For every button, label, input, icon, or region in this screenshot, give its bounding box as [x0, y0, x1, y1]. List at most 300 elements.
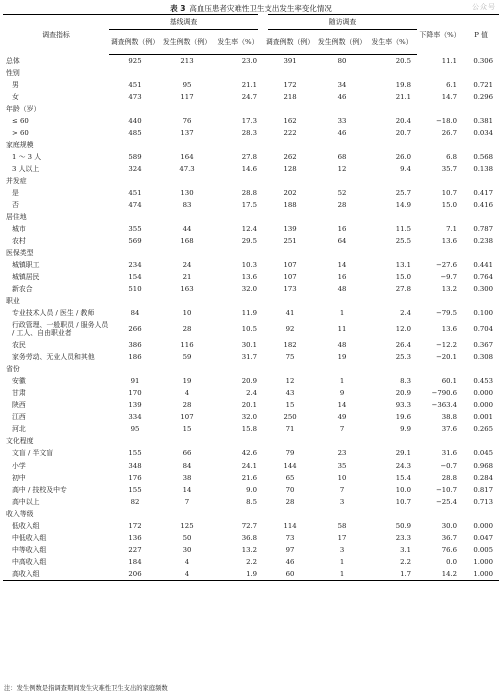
- table-cell: 0.713: [473, 497, 494, 506]
- table-cell: 7: [339, 485, 345, 494]
- table-row: [3, 199, 499, 211]
- table-cell: 0.968: [473, 461, 494, 470]
- table-cell: 31.7: [241, 353, 258, 362]
- category-row: [3, 435, 499, 447]
- row-label: 农民: [12, 341, 26, 350]
- table-cell: 0.721: [473, 81, 494, 90]
- category-label: 职业: [6, 297, 20, 306]
- table-cell: 14: [337, 401, 347, 410]
- table-cell: 168: [180, 237, 194, 246]
- table-cell: 46: [337, 93, 347, 102]
- table-row: [3, 187, 499, 199]
- table-cell: 11.5: [395, 225, 412, 234]
- table-cell: 12.0: [395, 325, 412, 334]
- table-cell: 251: [283, 237, 297, 246]
- table-cell: 925: [128, 57, 142, 65]
- table-cell: 510: [128, 285, 142, 294]
- table-cell: 485: [128, 129, 142, 138]
- table-cell: 50.9: [395, 521, 412, 530]
- table-cell: 0.367: [473, 341, 494, 350]
- category-row: [3, 363, 499, 375]
- table-cell: 0.787: [473, 225, 494, 234]
- row-label: ≤ 60: [12, 117, 29, 126]
- table-cell: 14: [337, 261, 347, 270]
- table-cell: 29.1: [395, 449, 412, 458]
- table-cell: 0.453: [473, 377, 494, 386]
- row-label: 家务劳动、无业人员和其他: [12, 353, 95, 362]
- table-cell: −79.5: [435, 309, 458, 318]
- table-cell: 26.0: [395, 153, 412, 162]
- table-cell: 38.8: [441, 413, 458, 422]
- table-cell: 107: [283, 261, 297, 270]
- table-cell: 1: [339, 569, 345, 578]
- table-cell: 10.7: [441, 189, 458, 198]
- category-label: 性别: [6, 69, 20, 78]
- table-cell: 1.000: [473, 557, 494, 566]
- table-cell: 137: [180, 129, 194, 138]
- table-cell: 11.9: [241, 309, 258, 318]
- table-cell: 0.568: [473, 153, 494, 162]
- table-cell: 20.5: [395, 57, 412, 65]
- row-label: 陕西: [12, 401, 26, 410]
- row-label: 专业技术人员 / 医生 / 教师: [12, 309, 95, 318]
- table-title: 高血压患者灾难性卫生支出发生率变化情况: [189, 4, 332, 13]
- table-cell: 163: [180, 285, 194, 294]
- table-row: [3, 307, 499, 319]
- table-cell: 28.8: [441, 473, 458, 482]
- table-cell: 48: [337, 285, 347, 294]
- table-cell: 266: [128, 325, 142, 334]
- table-cell: 355: [128, 225, 142, 234]
- category-filler: [109, 67, 499, 79]
- table-cell: 15.0: [395, 273, 412, 282]
- table-row: [3, 496, 499, 508]
- table-cell: 182: [283, 341, 297, 350]
- table-cell: 386: [128, 341, 142, 350]
- table-cell: 0.381: [473, 117, 494, 126]
- category-filler: [109, 103, 499, 115]
- table-cell: 164: [180, 153, 194, 162]
- table-cell: 95: [182, 81, 192, 90]
- table-cell: 36.7: [441, 533, 458, 542]
- table-cell: 70: [285, 485, 295, 494]
- table-cell: 46: [285, 557, 295, 566]
- row-label: 1 ～ 3 人: [12, 153, 42, 162]
- row-label: 总体: [6, 56, 20, 65]
- table-cell: 92: [285, 325, 295, 334]
- table-cell: 12.4: [241, 225, 258, 234]
- table-cell: 24: [182, 261, 192, 270]
- table-cell: −25.4: [435, 497, 458, 506]
- category-filler: [109, 508, 499, 520]
- table-cell: 10: [182, 309, 192, 318]
- table-cell: 107: [180, 413, 194, 422]
- table-cell: 7: [339, 425, 345, 434]
- category-row: [3, 295, 499, 307]
- table-cell: 32.0: [241, 413, 258, 422]
- table-cell: 28: [337, 201, 347, 210]
- category-row: [3, 139, 499, 151]
- table-cell: 130: [180, 189, 194, 198]
- table-cell: 23: [337, 449, 347, 458]
- table-cell: 12: [285, 377, 295, 386]
- table-cell: 440: [128, 117, 142, 126]
- table-cell: 20.1: [241, 401, 258, 410]
- table-cell: 206: [128, 569, 142, 578]
- table-cell: 27.8: [241, 153, 258, 162]
- category-label: 医保类型: [6, 249, 34, 258]
- table-cell: 76.6: [441, 545, 458, 554]
- table-row: [3, 271, 499, 283]
- table-cell: 7: [184, 497, 190, 506]
- table-cell: 23.3: [395, 533, 412, 542]
- table-cell: 10: [337, 473, 347, 482]
- table-cell: 20.4: [395, 117, 412, 126]
- table-cell: 2.2: [246, 557, 258, 566]
- table-cell: 95: [130, 425, 140, 434]
- category-label: 并发症: [6, 177, 27, 186]
- table-cell: 474: [128, 201, 142, 210]
- category-filler: [109, 211, 499, 223]
- table-row: [3, 151, 499, 163]
- table-cell: 9.4: [400, 165, 412, 174]
- table-cell: 97: [285, 545, 295, 554]
- table-cell: 20.7: [395, 129, 412, 138]
- table-cell: 28: [285, 497, 295, 506]
- table-cell: 107: [283, 273, 297, 282]
- table-cell: 139: [283, 225, 297, 234]
- category-filler: [109, 435, 499, 447]
- table-cell: 44: [182, 225, 192, 234]
- table-cell: 60: [285, 569, 295, 578]
- table-row: [3, 351, 499, 363]
- table-cell: 59: [182, 353, 192, 362]
- table-cell: 17: [337, 533, 347, 542]
- table-cell: 348: [128, 461, 142, 470]
- table-cell: 28: [182, 325, 192, 334]
- row-label: 低收入组: [12, 521, 40, 530]
- header-baseline-rate: 发生率（%）: [213, 30, 263, 55]
- table-row: [3, 127, 499, 139]
- table-row: [3, 544, 499, 556]
- table-cell: 1: [339, 557, 345, 566]
- table-row: [3, 259, 499, 271]
- category-row: [3, 247, 499, 259]
- table-row: [3, 375, 499, 387]
- table-cell: 14.7: [441, 93, 458, 102]
- table-cell: 1.7: [400, 569, 412, 578]
- table-cell: 155: [128, 449, 142, 458]
- table-cell: 125: [180, 521, 194, 530]
- table-row: [3, 79, 499, 91]
- table-cell: 213: [180, 57, 194, 65]
- table-cell: 11.1: [441, 56, 458, 65]
- table-cell: 25.3: [395, 353, 412, 362]
- table-number: 表 3: [170, 4, 186, 13]
- table-cell: 139: [128, 401, 142, 410]
- table-cell: 84: [182, 461, 192, 470]
- table-cell: 0.047: [473, 533, 494, 542]
- row-label: 中低收入组: [12, 533, 47, 542]
- row-label: 中高收入组: [12, 557, 47, 566]
- table-cell: 46: [337, 129, 347, 138]
- table-cell: 13.2: [241, 545, 258, 554]
- table-cell: 0.296: [473, 93, 494, 102]
- row-label: 高中 / 技校及中专: [12, 485, 67, 494]
- table-cell: 72.7: [241, 521, 258, 530]
- table-cell: 84: [130, 309, 140, 318]
- table-cell: 4: [184, 389, 190, 398]
- row-label: 女: [12, 93, 19, 102]
- table-cell: 222: [283, 129, 297, 138]
- category-label: 年龄（岁）: [6, 105, 41, 114]
- table-cell: 9: [339, 389, 345, 398]
- table-row: [3, 283, 499, 295]
- table-cell: 10.7: [395, 497, 412, 506]
- table-cell: 0.045: [473, 449, 494, 458]
- table-cell: 20.9: [395, 389, 412, 398]
- category-filler: [109, 247, 499, 259]
- table-row: [3, 399, 499, 411]
- table-cell: 154: [128, 273, 142, 282]
- table-cell: 24.1: [241, 461, 258, 470]
- table-cell: 47.3: [179, 165, 195, 174]
- table-cell: 41: [285, 309, 295, 318]
- table-row: [3, 520, 499, 532]
- table-cell: 0.300: [473, 285, 494, 294]
- table-cell: 73: [285, 533, 295, 542]
- table-cell: 19.6: [395, 413, 412, 422]
- table-caption: [0, 3, 502, 14]
- table-row: [3, 223, 499, 235]
- table-cell: 13.6: [441, 325, 458, 334]
- category-row: [3, 67, 499, 79]
- table-cell: 2.2: [400, 557, 412, 566]
- table-cell: 4: [184, 569, 190, 578]
- row-label: 中等收入组: [12, 545, 47, 554]
- table-cell: 26.7: [441, 129, 458, 138]
- table-row: [3, 115, 499, 127]
- table-cell: 17.5: [241, 201, 258, 210]
- header-indicator: 调查指标: [42, 30, 70, 39]
- row-label: 文盲 / 半文盲: [12, 449, 54, 458]
- table-cell: 26.4: [395, 341, 412, 350]
- category-row: [3, 211, 499, 223]
- table-cell: −18.0: [435, 117, 458, 126]
- table-cell: 173: [283, 285, 297, 294]
- table-cell: 1.000: [473, 569, 494, 578]
- table-cell: 250: [283, 413, 297, 422]
- table-cell: 186: [128, 353, 142, 362]
- table-cell: 49: [337, 413, 347, 422]
- table-cell: 80: [337, 57, 347, 65]
- table-cell: 0.416: [473, 201, 494, 210]
- table-cell: 27.8: [395, 285, 412, 294]
- table-cell: 0.000: [473, 389, 494, 398]
- table-cell: 172: [283, 81, 297, 90]
- category-filler: [109, 175, 499, 187]
- table-cell: 0.238: [473, 237, 494, 246]
- row-label: 3 人以上: [12, 165, 40, 174]
- table-cell: 28.3: [241, 129, 258, 138]
- table-cell: 324: [128, 165, 142, 174]
- table-cell: 3: [339, 497, 345, 506]
- table-cell: 176: [128, 473, 142, 482]
- table-cell: 15.4: [395, 473, 412, 482]
- table-footnote: 注：发生例数是指调查期间发生灾难性卫生支出的家庭频数: [4, 685, 168, 692]
- category-row: [3, 103, 499, 115]
- category-label: 居住地: [6, 213, 27, 222]
- table-cell: −790.6: [431, 389, 458, 398]
- table-cell: 13.2: [441, 285, 458, 294]
- table-cell: 4: [184, 557, 190, 566]
- table-cell: 30.1: [241, 341, 258, 350]
- table-cell: 6.8: [446, 153, 458, 162]
- table-cell: 15: [182, 425, 192, 434]
- table-cell: 14: [182, 485, 192, 494]
- table-cell: 21.1: [395, 93, 412, 102]
- table-cell: 172: [128, 521, 142, 530]
- table-cell: −20.1: [435, 353, 458, 362]
- table-cell: 569: [128, 237, 142, 246]
- table-cell: 16: [337, 225, 347, 234]
- table-cell: −363.4: [431, 401, 458, 410]
- table-cell: 82: [130, 497, 140, 506]
- table-cell: 451: [128, 189, 142, 198]
- table-cell: 0.284: [473, 473, 494, 482]
- table-cell: 15.0: [441, 201, 458, 210]
- table-cell: 29.5: [241, 237, 258, 246]
- row-label: 安徽: [12, 377, 26, 386]
- table-cell: 170: [128, 389, 142, 398]
- row-label: > 60: [12, 129, 29, 138]
- table-cell: 24.7: [241, 93, 258, 102]
- category-row: [3, 508, 499, 520]
- table-cell: 28.8: [241, 189, 258, 198]
- table-cell: 2.4: [400, 309, 412, 318]
- row-label: 城镇居民: [12, 273, 40, 282]
- table-cell: 14.6: [241, 165, 258, 174]
- table-cell: 136: [128, 533, 142, 542]
- table-cell: 7.1: [446, 225, 458, 234]
- table-cell: 11: [337, 325, 347, 334]
- table-cell: 32.0: [241, 285, 258, 294]
- row-label: 城镇职工: [12, 261, 40, 270]
- table-cell: 25.7: [395, 189, 412, 198]
- table-cell: 0.441: [473, 261, 494, 270]
- table-cell: 391: [283, 57, 297, 65]
- data-table: [3, 14, 499, 581]
- table-cell: 10.5: [241, 325, 258, 334]
- table-cell: 10.3: [241, 261, 258, 270]
- table-row: [3, 423, 499, 435]
- table-cell: 60.1: [441, 377, 458, 386]
- table-row: [3, 163, 499, 175]
- table-cell: −9.7: [440, 273, 458, 282]
- row-label: 否: [12, 201, 19, 210]
- table-cell: 16: [337, 273, 347, 282]
- table-row: [3, 55, 499, 68]
- table-row: [3, 411, 499, 423]
- row-label: 新农合: [12, 285, 33, 294]
- table-cell: 0.000: [473, 401, 494, 410]
- table-cell: 0.138: [473, 165, 494, 174]
- table-cell: 9.9: [400, 425, 412, 434]
- category-filler: [109, 295, 499, 307]
- table-cell: 184: [128, 557, 142, 566]
- table-cell: 15: [285, 401, 295, 410]
- table-cell: −10.7: [435, 485, 458, 494]
- table-cell: 21.6: [241, 473, 258, 482]
- table-cell: 0.005: [473, 545, 494, 554]
- table-cell: 35: [337, 461, 347, 470]
- table-cell: 144: [283, 461, 297, 470]
- table-cell: 0.100: [473, 309, 494, 318]
- table-cell: 76: [182, 117, 192, 126]
- table-cell: −12.2: [435, 341, 458, 350]
- table-cell: 65: [285, 473, 295, 482]
- row-label: 江西: [12, 413, 26, 422]
- table-cell: 188: [283, 201, 297, 210]
- table-cell: 17.3: [241, 117, 258, 126]
- table-cell: 64: [337, 237, 347, 246]
- table-cell: −27.6: [435, 261, 458, 270]
- table-row: [3, 387, 499, 399]
- category-label: 家庭规模: [6, 141, 34, 150]
- table-cell: 15.8: [241, 425, 258, 434]
- table-cell: 234: [128, 261, 142, 270]
- category-label: 收入等级: [6, 509, 34, 518]
- table-row: [3, 91, 499, 103]
- table-cell: 14.2: [441, 569, 458, 578]
- row-label: 农村: [12, 237, 26, 246]
- header-decline: 下降率（%）: [419, 30, 461, 39]
- table-cell: 13.6: [441, 237, 458, 246]
- table-row: [3, 484, 499, 496]
- table-cell: 6.1: [446, 81, 458, 90]
- table-cell: 334: [128, 413, 142, 422]
- table-row: [3, 472, 499, 484]
- table-cell: 19.8: [395, 81, 412, 90]
- table-row: [3, 460, 499, 472]
- row-label: 河北: [12, 425, 26, 434]
- table-cell: 42.6: [241, 449, 258, 458]
- table-cell: 162: [283, 117, 297, 126]
- table-cell: 36.8: [241, 533, 258, 542]
- table-cell: 262: [283, 153, 297, 162]
- table-cell: 0.0: [446, 557, 458, 566]
- row-label: 甘肃: [12, 389, 26, 398]
- table-cell: 0.306: [473, 56, 494, 65]
- table-cell: 66: [182, 449, 192, 458]
- table-cell: 23.0: [241, 57, 258, 65]
- table-cell: 31.6: [441, 449, 458, 458]
- header-baseline: 基线调查: [109, 15, 263, 30]
- watermark: 公众号: [472, 3, 496, 11]
- table-cell: 30.0: [441, 521, 458, 530]
- table-cell: 71: [285, 425, 295, 434]
- table-body: [3, 55, 499, 581]
- table-cell: 52: [337, 189, 347, 198]
- table-cell: 0.034: [473, 129, 494, 138]
- table-cell: 0.704: [473, 325, 494, 334]
- table-cell: 3: [339, 545, 345, 554]
- table-cell: −0.7: [440, 461, 458, 470]
- table-cell: 75: [285, 353, 295, 362]
- table-cell: 14.9: [395, 201, 412, 210]
- table-cell: 25.5: [395, 237, 412, 246]
- row-label: 男: [12, 81, 19, 90]
